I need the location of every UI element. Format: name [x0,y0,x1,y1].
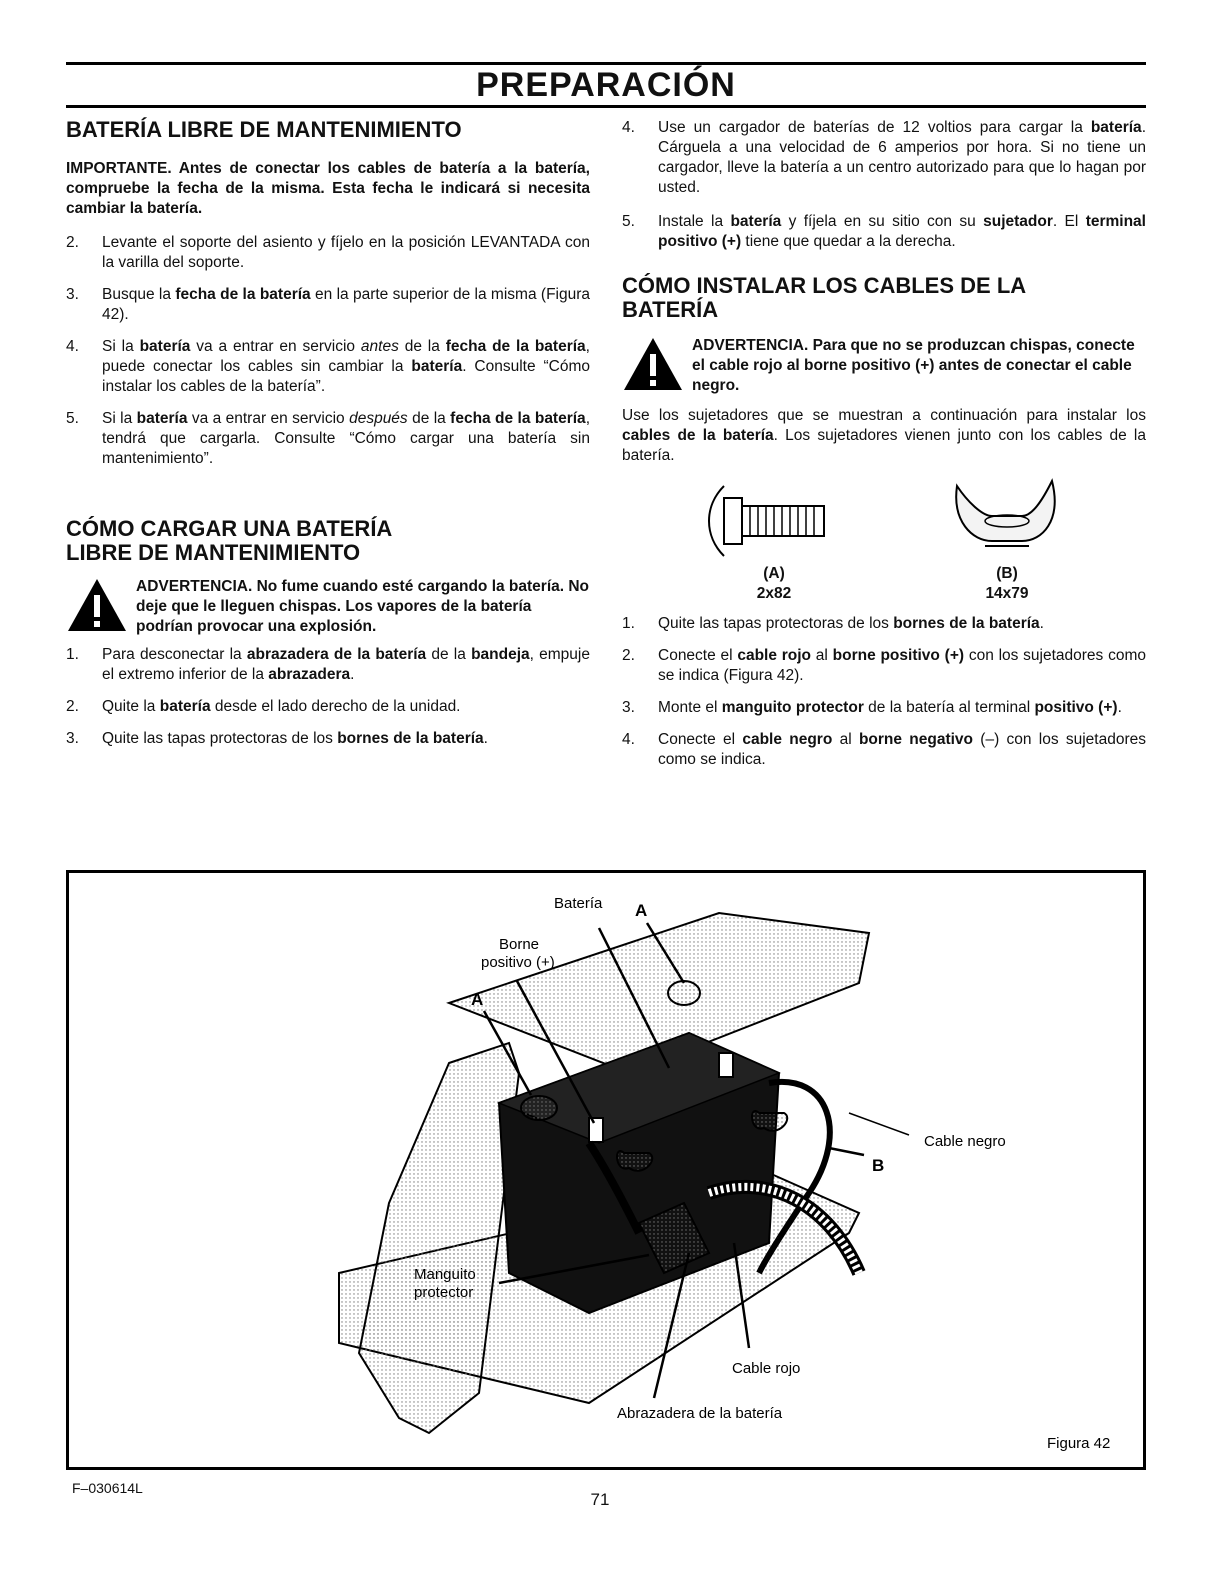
body-text: al [811,647,833,664]
body-text: , tendrá que cargarla. Consulte “Cómo cargar una batería sin mantenimiento”. [102,410,590,467]
top-rule [66,62,1146,65]
body-text: va a entrar en servicio [190,338,361,355]
steps-list-4 [622,614,1146,770]
label-manguito-1: Manguito [414,1266,476,1283]
bold-term: batería [730,213,782,230]
list-item-text [102,409,590,469]
list-item-text [658,698,1146,718]
heading-line-1: CÓMO CARGAR UNA BATERÍA [66,516,393,541]
label-cable-negro: Cable negro [924,1133,1006,1150]
list-item-number: 5. [622,213,635,230]
heading-line-2: LIBRE DE MANTENIMIENTO [66,540,361,565]
list-item-text [658,614,1146,634]
steps-list-2 [66,645,590,749]
list-item [66,697,590,717]
document-code: F–030614L [72,1480,143,1496]
body-text: . [350,666,355,683]
warning-block [622,336,1146,398]
list-item-text [102,285,590,325]
body-text: . Consulte “Cómo instalar los cables de la batería”. [102,358,590,395]
list-item [622,646,1146,686]
list-item-text [102,233,590,273]
section-heading-cables [622,274,1146,322]
body-text: . [1117,699,1122,716]
emphasis-text: después [349,410,408,427]
body-text: Monte el [658,699,722,716]
fastener-b-label: (B) [996,565,1018,582]
body-text: desde el lado derecho de la unidad. [210,698,461,715]
body-text: , empuje el extremo inferior de la [102,646,590,683]
list-item-text [658,212,1146,252]
body-text: . Los sujetadores vienen junto con los cables de la batería. [622,427,1146,464]
list-item-number: 4. [622,119,635,136]
label-borne-2: positivo (+) [481,954,555,971]
carriage-bolt-icon [704,476,844,566]
bold-term: abrazadera de la batería [246,646,427,663]
body-text: de la [426,646,472,663]
bold-term: cable rojo [737,647,812,664]
body-text: en la parte superior de la misma (Figura 42). [102,286,590,323]
bold-term: batería [1090,119,1142,136]
bold-term: fecha de la batería [450,410,586,427]
body-text: de la [407,410,451,427]
bold-term: fecha de la batería [445,338,586,355]
list-item [622,698,1146,718]
body-text: Quite la [102,698,160,715]
body-text: de la batería al terminal [863,699,1035,716]
list-item [66,409,590,469]
wing-nut-icon [952,476,1062,566]
fastener-b-size: 14x79 [985,585,1029,602]
label-bateria: Batería [554,895,603,912]
body-text: Instale la [658,213,731,230]
fastener-a-label: (A) [763,565,785,582]
heading-line-1: CÓMO INSTALAR LOS CABLES DE LA [622,273,1027,298]
bold-term: batería [411,358,463,375]
bold-term: cable negro [742,731,833,748]
body-text: Levante el soporte del asiento y fíjelo en la posición LEVANTADA con la varilla del soporte. [102,234,590,271]
bold-term: sujetador [983,213,1053,230]
title-rule [66,105,1146,108]
list-item-number: 2. [66,698,79,715]
figure-caption: Figura 42 [1047,1435,1111,1452]
warning-text: ADVERTENCIA. Para que no se produzcan chispas, conecte el cable rojo al borne positivo (+) antes de conectar el cable negro. [692,337,1135,394]
label-manguito-2: protector [414,1284,474,1301]
section-heading-charging [66,517,590,565]
list-item-number: 3. [66,286,79,303]
list-item-number: 4. [622,731,635,748]
body-text: Si la [102,410,137,427]
bold-term: manguito protector [721,699,864,716]
body-text: con los sujetadores como se indica (Figura 42). [658,647,1146,684]
body-text: va a entrar en servicio [187,410,350,427]
body-text: Si la [102,338,140,355]
list-item-text [658,118,1146,198]
bold-term: fecha de la batería [175,286,311,303]
warning-icon [622,336,692,398]
body-text: . Cárguela a una velocidad de 6 amperios por hora. Si no tiene un cargador, lleve la batería a un centro autorizado para que lo hagan por usted. [658,119,1146,196]
body-text: Para desconectar la [102,646,247,663]
body-text: Use un cargador de baterías de 12 voltios para cargar la [658,119,1091,136]
body-text: . [1039,615,1044,632]
list-item [622,212,1146,252]
list-item [66,233,590,273]
body-text: Conecte el [658,647,738,664]
warning-icon [66,577,136,639]
label-cable-rojo: Cable rojo [732,1360,801,1377]
bold-term: abrazadera [268,666,351,683]
bold-term: bornes de la batería [893,615,1040,632]
body-text: Use los sujetadores que se muestran a continuación para instalar los [622,407,1146,424]
section-heading-maintenance-free: BATERÍA LIBRE DE MANTENIMIENTO [66,117,462,142]
label-b: B [872,1156,885,1175]
fasteners-paragraph [622,406,1146,466]
list-item-number: 3. [66,730,79,747]
list-item-number: 4. [66,338,79,355]
warning-block [66,577,590,639]
bold-term: borne positivo (+) [832,647,965,664]
list-item [66,285,590,325]
bold-term: terminal positivo (+) [658,213,1146,250]
bold-term: batería [159,698,211,715]
list-item-number: 1. [66,646,79,663]
list-item-number: 1. [622,615,635,632]
page-title: PREPARACIÓN [476,66,736,104]
list-item-text [102,645,590,685]
left-column [66,118,590,749]
label-a-left: A [471,990,484,1009]
bold-term: batería [136,410,188,427]
emphasis-text: antes [360,338,399,355]
label-abrazadera: Abrazadera de la batería [617,1405,783,1422]
list-item [66,645,590,685]
label-borne-1: Borne [499,936,540,953]
fastener-a-size: 2x82 [756,585,792,602]
list-item-number: 2. [622,647,635,664]
list-item-text [102,729,590,749]
body-text: , puede conectar los cables sin cambiar la [102,338,590,375]
battery-installation-diagram [69,873,1143,1467]
list-item [66,729,590,749]
body-text: Quite las tapas protectoras de los [102,730,338,747]
body-text: al [832,731,859,748]
list-item [622,118,1146,198]
right-column [622,118,1146,770]
bold-term: cables de la batería [622,427,774,444]
body-text: (–) con los sujetadores como se indica. [658,731,1146,768]
label-a-top: A [635,901,648,920]
steps-list-3 [622,118,1146,252]
body-text: Conecte el [658,731,743,748]
fastener-a-caption [734,564,814,604]
bold-term: borne negativo [858,731,974,748]
warning-text: ADVERTENCIA. No fume cuando esté cargando la batería. No deje que le lleguen chispas. Los vapores de la batería podrían provocar una explosión. [136,578,590,635]
list-item [622,614,1146,634]
figure-42 [66,870,1146,1470]
list-item [622,730,1146,770]
body-text: Quite las tapas protectoras de los [658,615,894,632]
steps-list-1 [66,233,590,469]
bold-term: batería [139,338,191,355]
list-item-text [658,730,1146,770]
body-text: tiene que quedar a la derecha. [741,233,956,250]
important-note: IMPORTANTE. Antes de conectar los cables de batería a la batería, compruebe la fecha de la misma. Esta fecha le indicará si necesita cambiar la batería. [66,160,590,217]
body-text: Busque la [102,286,176,303]
fastener-b-caption [967,564,1047,604]
list-item-text [658,646,1146,686]
list-item-number: 3. [622,699,635,716]
list-item [66,337,590,397]
body-text: de la [398,338,446,355]
body-text: . El [1052,213,1086,230]
body-text: y fíjela en su sitio con su [781,213,984,230]
bold-term: bandeja [471,646,530,663]
list-item-text [102,697,590,717]
list-item-number: 2. [66,234,79,251]
bold-term: positivo (+) [1034,699,1118,716]
list-item-text [102,337,590,397]
bold-term: bornes de la batería [337,730,484,747]
heading-line-2: BATERÍA [622,297,719,322]
list-item-number: 5. [66,410,79,427]
fasteners-illustration [622,476,1146,602]
page-number: 71 [590,1490,610,1509]
body-text: . [483,730,488,747]
